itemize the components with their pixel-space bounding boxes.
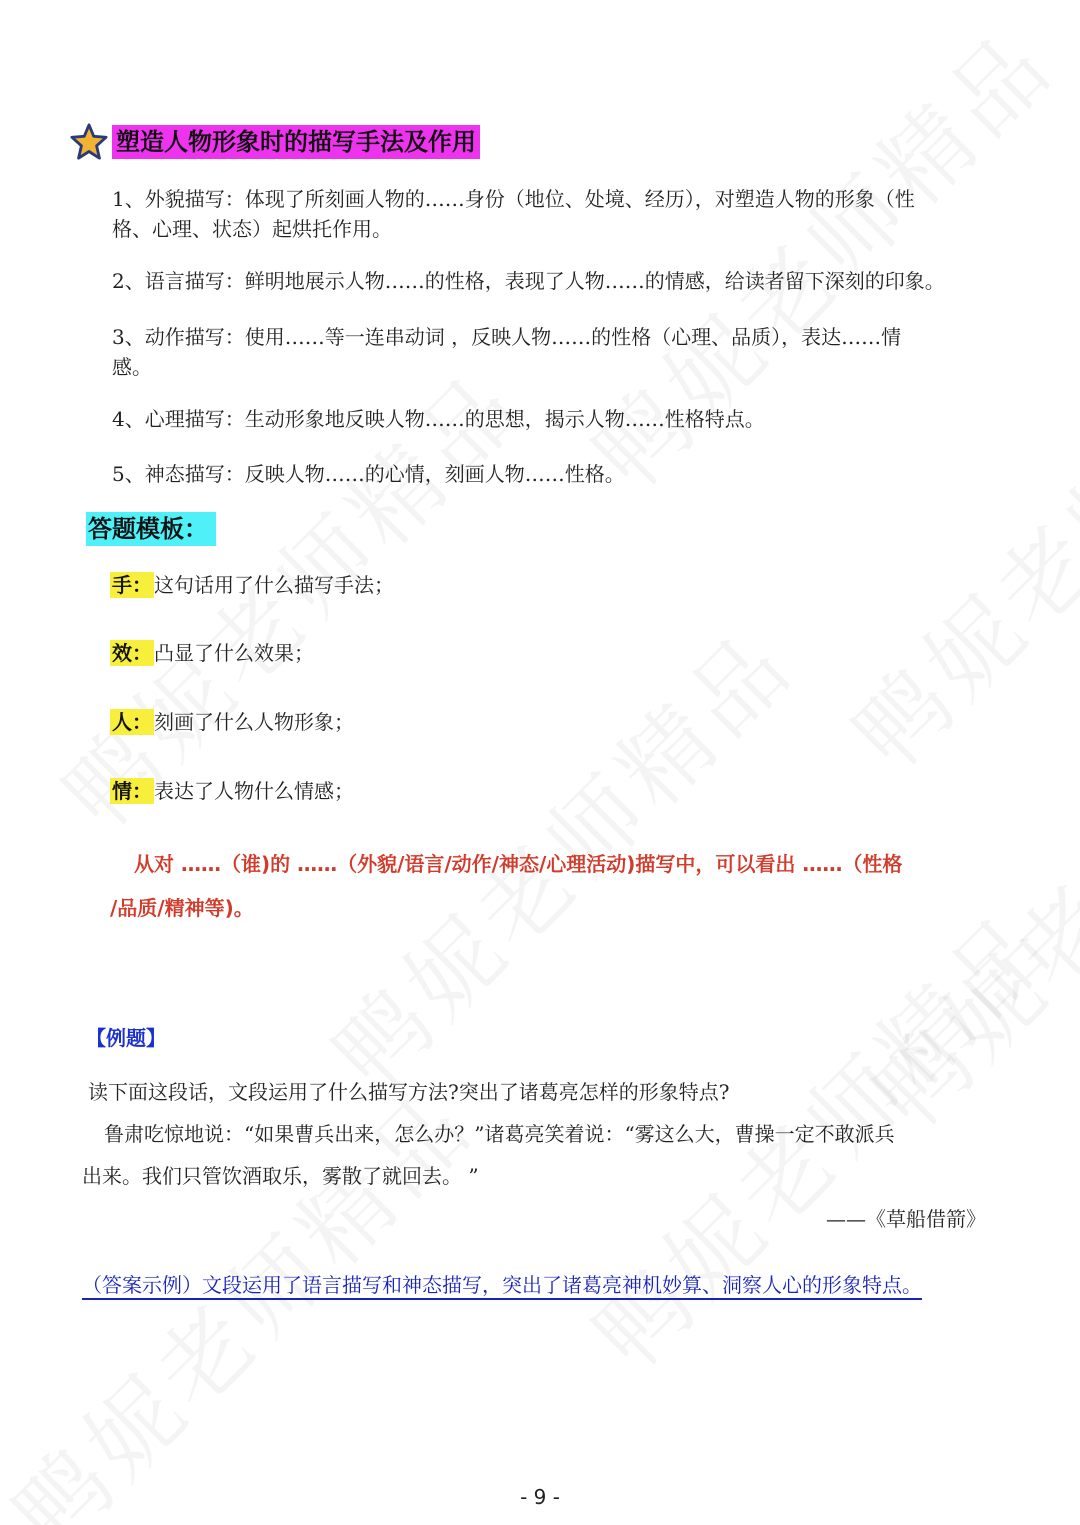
template-key: 效：: [112, 641, 152, 665]
star-icon: [70, 123, 108, 161]
item-line: 2、语言描写：鲜明地展示人物……的性格，表现了人物……的情感，给读者留下深刻的印象。: [112, 269, 945, 293]
item-line: 感。: [112, 355, 152, 379]
answer-formula: [110, 842, 1010, 930]
template-key: 人：: [112, 710, 152, 734]
list-item: [112, 459, 1012, 489]
example-tag: 【例题】: [86, 1026, 166, 1050]
page-number: - 9 -: [520, 1485, 560, 1509]
template-key: 手：: [112, 573, 152, 597]
template-row: [110, 570, 394, 600]
formula-line: /品质/精神等)。: [110, 896, 254, 920]
template-text: 这句话用了什么描写手法；: [154, 573, 394, 597]
example-passage: 出来。我们只管饮酒取乐，雾散了就回去。 ”: [82, 1164, 479, 1188]
template-row: [110, 707, 354, 737]
template-text: 凸显了什么效果；: [154, 641, 314, 665]
item-line: 3、动作描写：使用……等一连串动词 ，反映人物……的性格（心理、品质），表达……情: [112, 325, 902, 349]
formula-line: 从对 ……（谁)的 ……（外貌/语言/动作/神态/心理活动)描写中，可以看出 ……（性格: [134, 852, 903, 876]
list-item: [112, 184, 1012, 244]
item-line: 5、神态描写：反映人物……的心情，刻画人物……性格。: [112, 462, 625, 486]
section-heading: [70, 124, 480, 160]
template-row: [110, 776, 354, 806]
template-title: 答题模板：: [86, 512, 216, 546]
example-source: ——《草船借箭》: [826, 1207, 986, 1231]
example-answer: （答案示例）文段运用了语言描写和神态描写，突出了诸葛亮神机妙算、洞察人心的形象特点。: [82, 1273, 922, 1297]
item-line: 1、外貌描写：体现了所刻画人物的……身份（地位、处境、经历），对塑造人物的形象（性: [112, 187, 915, 211]
list-item: [112, 404, 1012, 434]
list-item: [112, 322, 1012, 382]
template-text: 刻画了什么人物形象；: [154, 710, 354, 734]
list-item: [112, 266, 1012, 296]
template-row: [110, 638, 314, 668]
item-line: 4、心理描写：生动形象地反映人物……的思想，揭示人物……性格特点。: [112, 407, 765, 431]
example-question: 读下面这段话，文段运用了什么描写方法?突出了诸葛亮怎样的形象特点?: [88, 1080, 730, 1104]
example-passage: 鲁肃吃惊地说：“如果曹兵出来，怎么办？”诸葛亮笑着说：“雾这么大，曹操一定不敢派兵: [104, 1122, 895, 1146]
template-text: 表达了人物什么情感；: [154, 779, 354, 803]
item-line: 格、心理、状态）起烘托作用。: [112, 217, 392, 241]
template-key: 情：: [112, 779, 152, 803]
watermark-text: [560, 0, 1078, 513]
section-title: 塑造人物形象时的描写手法及作用: [112, 125, 480, 159]
